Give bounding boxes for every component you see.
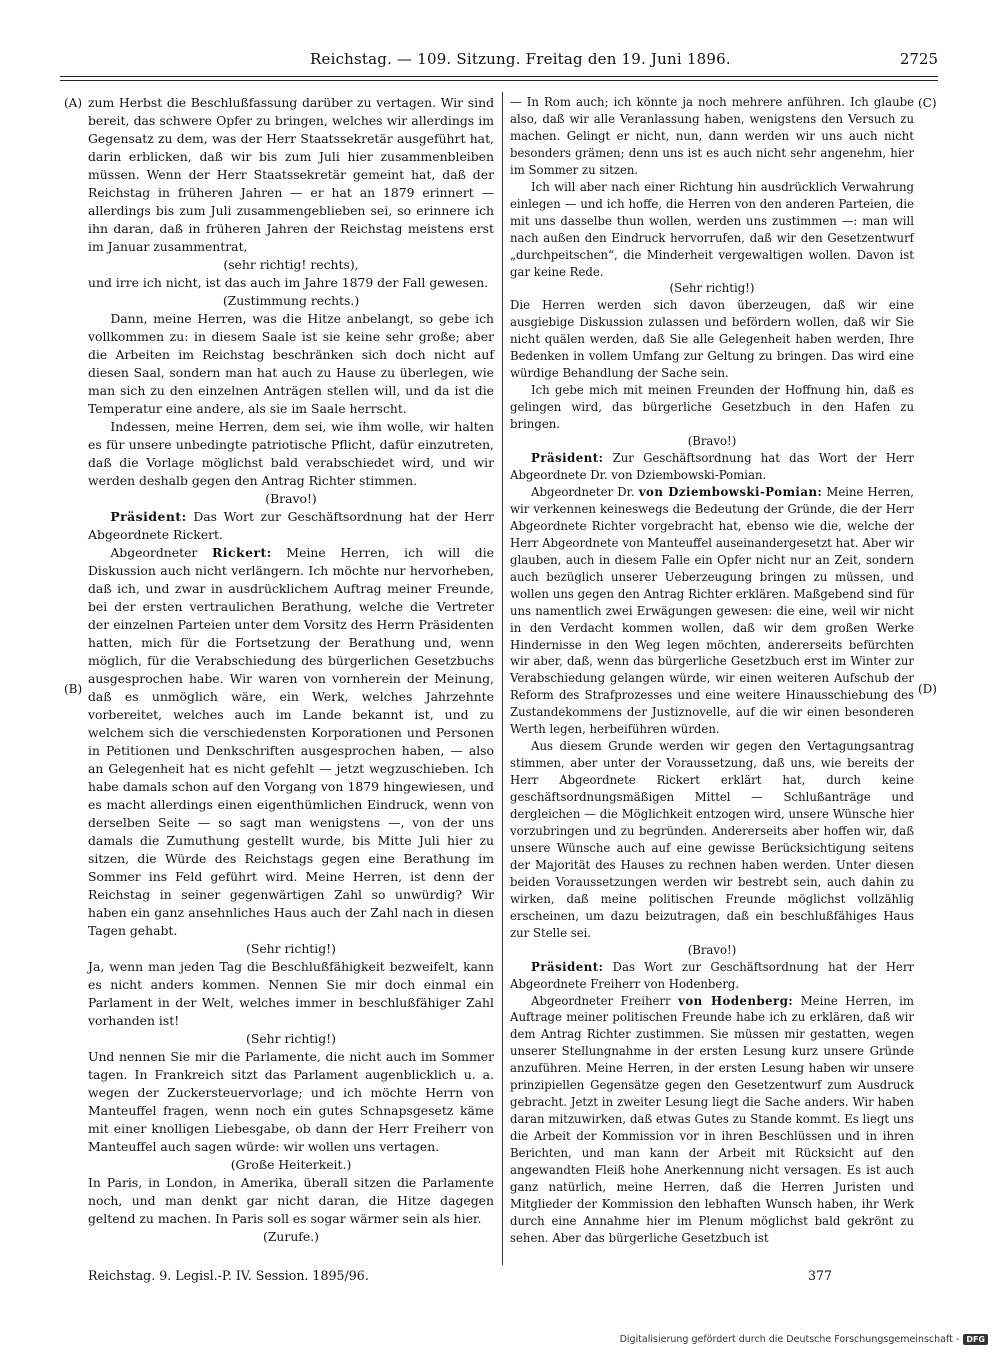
dfg-logo-icon: DFG	[963, 1334, 988, 1345]
digitization-text: Digitalisierung gefördert durch die Deutsche Forschungsgemeinschaft -	[619, 1334, 960, 1345]
paragraph: Die Herren werden sich davon überzeugen, daß wir eine ausgiebige Diskussion zulassen und befördern wollen, daß wir Sie nicht quälen werden, daß Sie alle Gelegenheit haben werden, Ihre Bedenken in vollem Umfang zur Geltung zu bringen. Das wird eine würdige Behandlung der Sache sein.	[510, 298, 914, 381]
speech	[88, 544, 494, 940]
paragraph: und irre ich nicht, ist das auch im Jahre 1879 der Fall gewesen.	[88, 275, 489, 290]
paragraph: Ich will aber nach einer Richtung hin ausdrücklich Verwahrung einlegen — und ich hoffe, die Herren von den anderen Parteien, die mit uns dasselbe thun wollen, werden uns zustimmen —: man will nach außen den Eindruck hervorrufen, daß wir den Gesetzentwurf „durchpeitschen“, die Minderheit vergewaltigen wollen. Davon ist gar keine Rede.	[510, 179, 914, 279]
speaker-name: Präsident:	[110, 509, 187, 524]
speaker-name: Präsident:	[531, 451, 604, 466]
interjection: (Große Heiterkeit.)	[230, 1157, 352, 1172]
paragraph: Aus diesem Grunde werden wir gegen den Vertagungsantrag stimmen, aber unter der Voraussetzung, daß uns, wie bereits der Herr Abgeordnete Rickert erklärt hat, durch keine geschäftsordnungsmäßigen Mittel — Schlußanträge und dergleichen — die Möglichkeit entzogen wird, unsere Wünsche hier vorzubringen und zu begründen. Andererseits aber hoffen wir, daß unsere Wünsche auch auf eine gewisse Berücksichtigung seitens der Majorität des Hauses zu rechnen haben werden. Unter diesen beiden Voraussetzungen werden wir bestrebt sein, auch dahin zu wirken, daß meine politischen Freunde möglichst vollzählig erscheinen, um dazu beizutragen, daß ein beschlußfähiges Haus zur Stelle sei.	[510, 739, 914, 940]
speech	[510, 993, 914, 1247]
interjection: (Zurufe.)	[262, 1229, 320, 1244]
speaker-name: von Hodenberg:	[678, 993, 794, 1008]
header-rule-top	[60, 76, 938, 77]
speaker-intro: Abgeordneter Dr.	[531, 484, 635, 499]
paragraph: Ja, wenn man jeden Tag die Beschlußfähigkeit bezweifelt, kann es nicht anders kommen. Nennen Sie mir doch einmal ein Parlament in der Welt, welches immer in beschlußfähiger Zahl vorhanden ist!	[88, 959, 494, 1028]
margin-mark-b: (B)	[64, 682, 83, 696]
paragraph: Und nennen Sie mir die Parlamente, die nicht auch im Sommer tagen. In Frankreich sitzt das Parlament augenblicklich u. a. wegen der Zuckersteuervorlage; und ich möchte Herrn von Manteuffel fragen, wenn noch ein gutes Schnapsgesetz käme mit einer knolligen Liebesgabe, ob dann der Herr Freiherr von Manteuffel auch sagen würde: wir wollen uns vertagen.	[88, 1049, 494, 1154]
right-column	[510, 94, 914, 1247]
speech	[510, 484, 914, 738]
speaker-intro: Abgeordneter	[110, 545, 198, 560]
page-number: 2725	[899, 50, 938, 68]
interjection: (Bravo!)	[687, 434, 737, 449]
speech-text: Das Wort zur Geschäftsordnung hat der Herr Abgeordnete Freiherr von Hodenberg.	[510, 959, 914, 991]
president-statement	[510, 959, 914, 993]
left-column	[88, 94, 494, 1246]
interjection: (sehr richtig! rechts),	[223, 257, 359, 272]
interjection: (Sehr richtig!)	[669, 281, 755, 296]
president-statement	[510, 450, 914, 484]
digitization-credit	[620, 1334, 988, 1345]
interjection: (Sehr richtig!)	[246, 941, 336, 956]
margin-mark-c: (C)	[918, 96, 937, 110]
interjection: (Zustimmung rechts.)	[222, 293, 360, 308]
running-title: Reichstag. — 109. Sitzung. Freitag den 19. Juni 1896.	[310, 50, 731, 68]
page-header	[60, 50, 938, 72]
speaker-name: Präsident:	[531, 959, 604, 974]
margin-mark-d: (D)	[918, 682, 937, 696]
interjection: (Bravo!)	[265, 491, 317, 506]
speech-text: Zur Geschäftsordnung hat das Wort der Herr Abgeordnete Dr. von Dziembowski-Pomian.	[510, 451, 915, 482]
footer-sheet-number: 377	[808, 1268, 833, 1283]
paragraph: zum Herbst die Beschlußfassung darüber zu vertagen. Wir sind bereit, das schwere Opfer zu bringen, welches wir allerdings im Gegensatz zu dem, was der Herr Staatssekretär ausgeführt hat, darin erblicken, daß wir bis zum Juli hier zusammenbleiben müssen. Wenn der Herr Staatssekretär gemeint hat, daß der Reichstag in früheren Jahren — er hat an 1879 erinnert — allerdings bis zum Juli zusammengeblieben sei, so erinnere ich ihn daran, daß in früheren Jahren der Reichstag meistens erst im Januar zusammentrat,	[88, 95, 494, 254]
interjection: (Bravo!)	[687, 942, 737, 957]
paragraph: Indessen, meine Herren, dem sei, wie ihm wolle, wir halten es für unsere unbedingte patriotische Pflicht, dafür einzutreten, daß die Vorlage möglichst bald verabschiedet wird, und wir werden deshalb gegen den Antrag Richter stimmen.	[88, 419, 494, 488]
margin-mark-a: (A)	[64, 96, 83, 110]
footer-session-info: Reichstag. 9. Legisl.-P. IV. Session. 1895/96.	[88, 1268, 369, 1283]
paragraph: Dann, meine Herren, was die Hitze anbelangt, so gebe ich vollkommen zu: in diesem Saale ist sie keine sehr große; aber die Arbeiten im Reichstag beschränken sich doch nicht auf diesen Saal, sondern man hat auch zu Hause zu überlegen, wie man sich zu den einzelnen Anträgen stellen will, und da ist die Temperatur eine andere, als sie im Saale herrscht.	[88, 311, 494, 416]
speech-text: Meine Herren, wir verkennen keineswegs die Bedeutung der Gründe, die der Herr Abgeordnete Richter vorgebracht hat, ebenso wie die, welche der Herr Abgeordnete von Manteuffel auseinandergesetzt hat. Aber wir glauben, auch in diesem Falle ein Opfer nicht nur an Zeit, sondern auch bezüglich unserer Ueberzeugung bringen zu müssen, und wollen uns gegen den Antrag Richter erklären. Maßgebend sind für uns namentlich zwei Erwägungen gewesen: die eine, weil wir nicht in den Verdacht kommen wollen, daß wir dem großen Werke Hindernisse in den Weg legen möchten, andererseits befürchten wir aber, daß, wenn das bürgerliche Gesetzbuch erst im Winter zur Verabschiedung gelangen würde, wir einen weiteren Aufschub der Reform des Strafprozesses und eine weitere Hinausschiebung des Zustandekommens der Justiznovelle, auf die wir einen besonderen Werth legen, herbeiführen würden.	[510, 484, 914, 737]
speech-text: Meine Herren, im Auftrage meiner politischen Freunde habe ich zu erklären, daß wir dem Antrag Richter zustimmen. Sie müssen mir gestatten, wegen unserer Stellungnahme in der ersten Lesung kurz unsere Gründe anzuführen. Meine Herren, in der ersten Lesung haben wir unsere prinzipiellen Gegensätze gegen den Gesetzentwurf zum Ausdruck gebracht. Jetzt in zweiter Lesung liegt die Sache anders. Wir haben daran mitzuwirken, daß etwas Gutes zu Stande kommt. Es liegt uns die Arbeit der Kommission vor in ihren Beschlüssen und in ihren Berichten, und man kann der Arbeit mit Rücksicht auf den angewandten Fleiß hohe Anerkennung nicht versagen. Es ist auch ganz natürlich, meine Herren, daß die Herren Juristen und Mitglieder der Kommission den lebhaften Wunsch haben, ihr Werk durch eine Annahme hier im Plenum möglichst bald gekrönt zu sehen. Aber das bürgerliche Gesetzbuch ist	[510, 993, 915, 1245]
speech-text: Meine Herren, ich will die Diskussion auch nicht verlängern. Ich möchte nur hervorheben, daß ich, und zwar in ausdrücklichem Auftrag meiner Freunde, bei der ersten vertraulichen Berathung, welche die Vertreter der einzelnen Parteien unter dem Vorsitz des Herrn Präsidenten hatten, mich für die Fortsetzung der Berathung und, wenn möglich, für die Verabschiedung des bürgerlichen Gesetzbuchs ausgesprochen habe. Wir waren von vornherein der Meinung, daß es unmöglich wäre, ein Werk, welches Jahrzehnte vorbereitet, welches auch im Lande bekannt ist, und zu welchem sich die verschiedensten Korporationen und Personen in Petitionen und Denkschriften ausgesprochen haben, — also an Gelegenheit hat es nicht gefehlt — jetzt wegzuschieben. Ich habe damals schon auf den Vorgang von 1879 hingewiesen, und es macht allerdings einen eigenthümlichen Eindruck, wenn von derselben Seite — so sagt man wenigstens —, von der uns damals die Zumuthung gestellt wurde, bis Mitte Juli hier zu sitzen, die Würde des Reichstags gegen eine Berathung im Sommer ins Feld geführt wird. Meine Herren, ist denn der Reichstag in seiner gegenwärtigen Zahl so unwürdig? Wir haben ein ganz ansehnliches Haus auch der Zahl nach in diesen Tagen gehabt.	[88, 545, 494, 938]
speaker-name: Rickert:	[211, 545, 272, 560]
president-statement	[88, 508, 494, 544]
paragraph: Ich gebe mich mit meinen Freunden der Hoffnung hin, daß es gelingen wird, das bürgerliche Gesetzbuch in den Hafen zu bringen.	[510, 383, 914, 432]
paragraph: In Paris, in London, in Amerika, überall sitzen die Parlamente noch, und man denkt gar nicht daran, die Hitze dagegen geltend zu machen. In Paris soll es sogar wärmer sein als hier.	[88, 1175, 494, 1226]
speech-text: Das Wort zur Geschäftsordnung hat der Herr Abgeordnete Rickert.	[88, 509, 494, 542]
speaker-intro: Abgeordneter Freiherr	[531, 993, 671, 1008]
paragraph: — In Rom auch; ich könnte ja noch mehrere anführen. Ich glaube also, daß wir alle Veranlassung haben, wenigstens den Versuch zu machen. Gelingt er nicht, nun, dann werden wir uns auch nicht besonders grämen; denn uns ist es auch nicht sehr angenehm, hier im Sommer zu sitzen.	[510, 95, 914, 177]
interjection: (Sehr richtig!)	[246, 1031, 336, 1046]
column-divider	[502, 92, 503, 1265]
header-rule-bottom	[60, 80, 938, 81]
speaker-name: von Dziembowski-Pomian:	[638, 484, 823, 499]
